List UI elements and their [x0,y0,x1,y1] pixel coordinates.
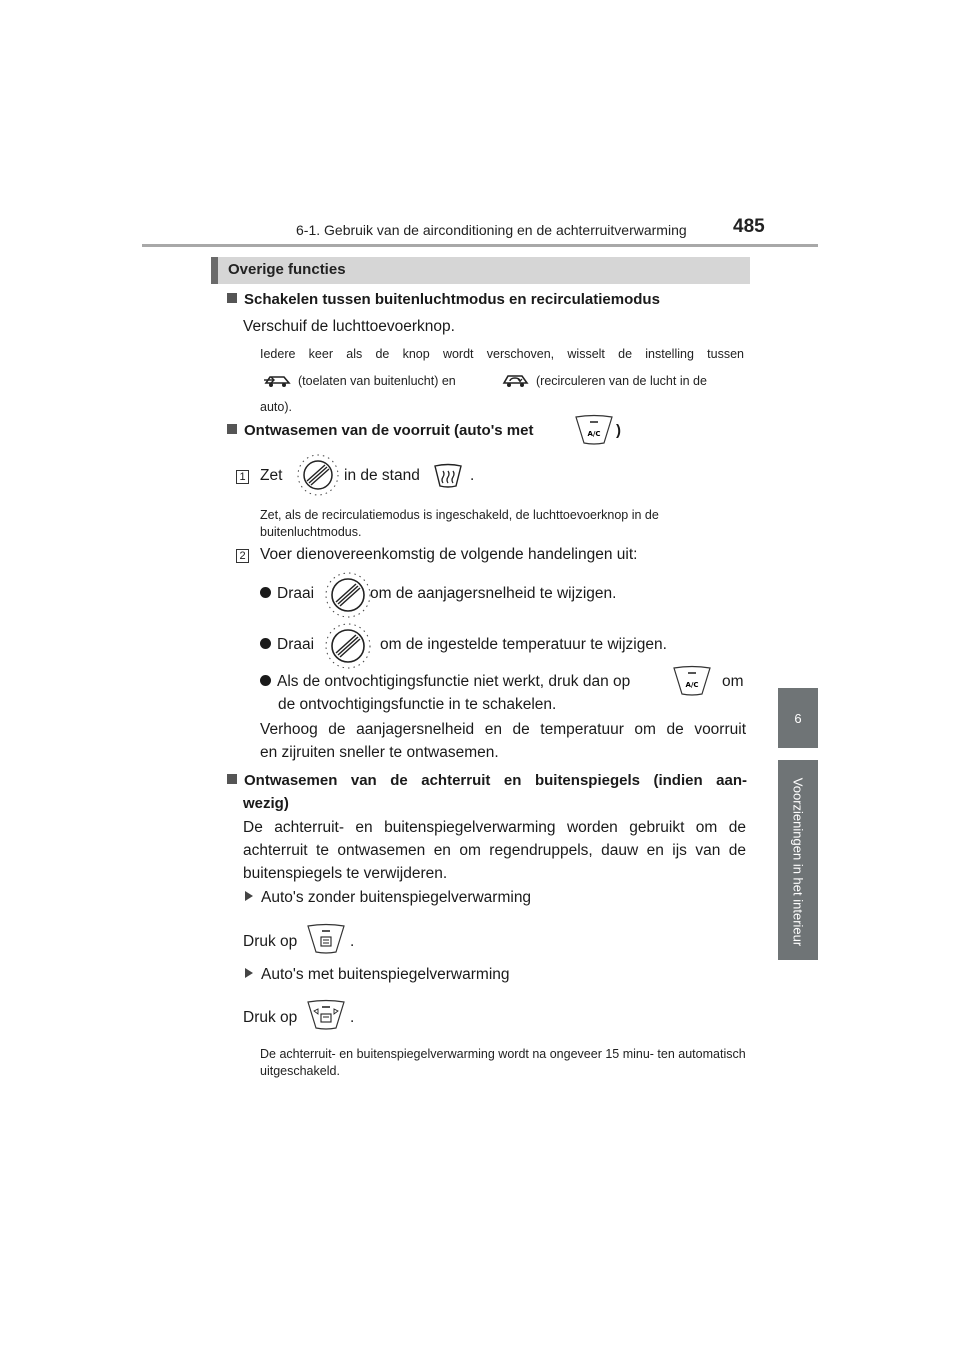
step1-text-b: in de stand [344,467,420,484]
bullet-dot-icon [260,675,271,686]
case-without-mirror-heater: Auto's zonder buitenspiegelverwarming [245,889,531,907]
rear-defogger-button-icon [306,923,346,955]
temperature-knob-icon [324,621,372,671]
subsection-heading-close: ) [616,422,621,439]
bullet-dot-icon [260,638,271,649]
recirculation-instruction: Verschuif de luchttoevoerknop. [243,318,455,335]
press-rear-defogger-text-b: . [350,933,355,950]
step1-text-a: Zet [260,467,283,484]
header-rule [142,244,818,247]
page-number: 485 [733,216,765,237]
rear-defogger-auto-off-note: De achterruit- en buitenspiegelverwarming wordt na ongeveer 15 minu- ten automatisch uitgeschakeld. [260,1047,746,1078]
fan-speed-knob-icon [324,570,372,620]
outside-air-description: (toelaten van buitenlucht) en [298,374,456,388]
windshield-tip-line2: en zijruiten sneller te ontwasemen. [260,744,499,761]
case-with-mirror-heater: Auto's met buitenspiegelverwarming [245,966,510,984]
triangle-bullet-icon [245,968,253,978]
ac-button-icon [574,414,614,446]
press-mirror-defogger-text-a: Druk op [243,1009,298,1026]
rear-body-line1: De achterruit- en buitenspiegelverwarming worden gebruikt om de [243,819,746,836]
ac-button-label: A/C [587,430,601,438]
press-rear-defogger-text-a: Druk op [243,933,298,950]
chapter-label-container [776,752,820,972]
step-number-2: 2 [236,549,249,563]
bullet-temp-text-a: Draai [260,636,314,654]
subsection-heading-rear [227,772,747,789]
recirculation-note-line1: Iedere keer als de knop wordt verschoven, wisselt de instelling tussen [260,347,744,361]
windshield-tip-line1: Verhoog de aanjagersnelheid en de temperatuur om de voorruit [260,721,746,738]
chapter-tab [778,688,818,748]
press-mirror-defogger-text-b: . [350,1009,355,1026]
step-number-1: 1 [236,470,249,484]
recirculation-note-line3: auto). [260,400,292,414]
section-heading-bar [211,257,750,284]
car-outside-air-icon [262,371,294,389]
car-recirculate-icon [500,371,532,389]
subsection-heading-text: Ontwasemen van de voorruit (auto's met [244,422,534,439]
page-header-title: 6-1. Gebruik van de airconditioning en de achterruitverwarming [296,222,687,238]
subsection-heading-recirculation [227,291,660,308]
bullet-dot-icon [260,587,271,598]
subsection-heading-text: Schakelen tussen buitenluchtmodus en recirculatiemodus [244,291,660,308]
step1-text-c: . [470,467,475,484]
bullet-ac-text-b: om [722,673,744,690]
bullet-ac-text-c: de ontvochtigingsfunctie in te schakelen. [278,696,557,713]
square-bullet-icon [227,293,237,303]
step2-text: Voer dienovereenkomstig de volgende handelingen uit: [260,546,638,563]
subsection-heading-windshield [227,422,533,439]
ac-button-icon [672,665,712,697]
step1-note: Zet, als de recirculatiemodus is ingeschakeld, de luchttoevoerknop in de buitenluchtmodus. [260,508,659,539]
bullet-temp-text-b: om de ingestelde temperatuur te wijzigen. [380,636,667,653]
mode-knob-icon [296,450,340,500]
chapter-number: 6 [794,710,802,726]
ac-button-label: A/C [685,681,699,689]
section-title: Overige functies [228,261,346,278]
rear-body-line3: buitenspiegels te verwijderen. [243,865,448,882]
rear-body-line2: achterruit te ontwasemen en om regendruppels, dauw en ijs van de [243,842,746,859]
subsection-heading-text: Ontwasemen van de achterruit en buitenspiegels (indien aan- [244,772,747,789]
rear-mirror-defogger-button-icon [306,999,346,1031]
triangle-bullet-icon [245,891,253,901]
chapter-label: Voorzieningen in het interieur [790,777,806,947]
bullet-fan-text-a: Draai [260,585,314,603]
subsection-heading-rear-line2: wezig) [243,795,289,812]
square-bullet-icon [227,424,237,434]
square-bullet-icon [227,774,237,784]
bullet-fan-text-b: om de aanjagersnelheid te wijzigen. [370,585,617,602]
bullet-ac-text-a: Als de ontvochtigingsfunctie niet werkt, druk dan op [260,673,630,691]
windshield-defrost-icon [432,462,464,490]
recirculate-description: (recirculeren van de lucht in de [536,374,707,388]
